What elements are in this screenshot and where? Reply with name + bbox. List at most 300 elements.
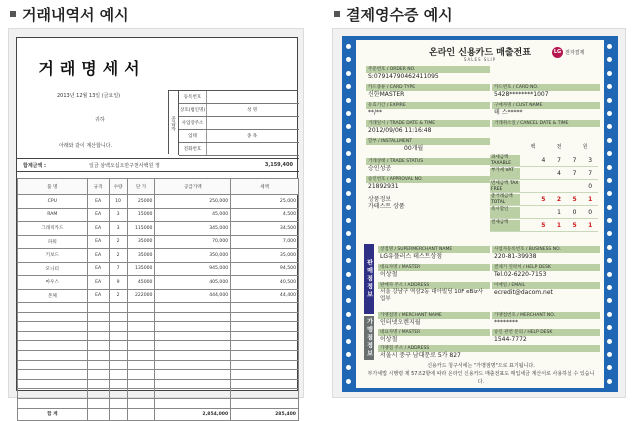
table-cell bbox=[18, 331, 88, 341]
table-cell bbox=[231, 350, 299, 360]
table-cell bbox=[109, 398, 127, 408]
perforation-hole bbox=[346, 258, 351, 263]
table-row-empty bbox=[18, 331, 299, 341]
amount-label: 과세금액 TAXABLE bbox=[490, 155, 520, 166]
supplier-box bbox=[168, 90, 298, 154]
table-cell: 합 계 bbox=[18, 408, 88, 420]
amount-digit: 1 bbox=[556, 222, 562, 229]
unit-thousand: 천 bbox=[556, 144, 562, 150]
table-row-empty bbox=[18, 360, 299, 370]
logo-text: 전자결제 bbox=[565, 50, 585, 56]
bullet-icon bbox=[334, 11, 340, 17]
perforation-hole bbox=[346, 365, 351, 370]
amount-digit bbox=[551, 181, 567, 192]
table-cell bbox=[18, 341, 88, 351]
amount-digit: 0 bbox=[572, 209, 577, 216]
table-cell bbox=[155, 379, 231, 389]
table-cell bbox=[127, 331, 155, 341]
table-cell bbox=[155, 303, 231, 313]
perforation-hole bbox=[346, 84, 351, 89]
table-cell: EA bbox=[87, 262, 109, 276]
table-cell bbox=[109, 312, 127, 322]
table-cell bbox=[231, 331, 299, 341]
pg-info-bar: 가맹점정보 bbox=[365, 318, 373, 358]
perforation-hole bbox=[607, 352, 612, 357]
table-cell bbox=[231, 370, 299, 380]
amount-digit: 5 bbox=[572, 196, 577, 203]
perforation-hole bbox=[607, 111, 612, 116]
perforation-hole bbox=[346, 379, 351, 384]
merchant-info-bar: 판매점정보 bbox=[364, 244, 374, 314]
merchant-field: 상점명 / SUPERMERCHANT NAME LG유플러스 테스트상점 bbox=[376, 246, 488, 261]
perforation-hole bbox=[346, 272, 351, 277]
table-cell: 945,000 bbox=[155, 262, 231, 276]
table-cell bbox=[231, 360, 299, 370]
table-cell bbox=[127, 303, 155, 313]
column-header: 공급가액 bbox=[155, 179, 231, 195]
slip-subtitle: SALES SLIP bbox=[463, 57, 497, 62]
merchant-field: 판매자 주소 / ADDRESS 서울 강남구 역삼2동 대아빌딩 10F eBiz사업부 bbox=[376, 282, 488, 312]
table-cell: 3 bbox=[109, 208, 127, 222]
perforation-hole bbox=[346, 245, 351, 250]
table-cell bbox=[87, 389, 109, 399]
perforation-hole bbox=[607, 365, 612, 370]
total-label: 합계금액 : bbox=[23, 162, 47, 169]
table-cell bbox=[87, 408, 109, 420]
total-words: 일금 삼백오십오만구천사백원 정 bbox=[89, 162, 160, 169]
perforation-left bbox=[346, 44, 354, 384]
supplier-side-label: 공급자 bbox=[169, 91, 179, 155]
table-cell bbox=[231, 322, 299, 332]
table-cell bbox=[87, 303, 109, 313]
table-cell bbox=[18, 360, 88, 370]
perforation-hole bbox=[346, 312, 351, 317]
table-cell bbox=[155, 312, 231, 322]
table-cell bbox=[18, 389, 88, 399]
column-header: 품 명 bbox=[18, 179, 88, 195]
perforation-hole bbox=[607, 84, 612, 89]
amount-row bbox=[490, 194, 598, 206]
table-cell bbox=[87, 312, 109, 322]
amount-digit: 7 bbox=[588, 170, 593, 177]
table-cell bbox=[87, 379, 109, 389]
field-trade-date: 거래일시 / TRADE DATE & TIME 2012/09/06 11:16:48 bbox=[364, 120, 488, 135]
amount-digit: 5 bbox=[541, 222, 546, 229]
field-product-info: 상품정보 가테스트 상품 bbox=[368, 196, 405, 210]
heading-text: 거래내역서 예시 bbox=[22, 5, 129, 24]
amount-digit bbox=[520, 194, 536, 205]
items-table bbox=[17, 178, 299, 421]
table-cell: 345,000 bbox=[155, 222, 231, 236]
table-cell bbox=[231, 341, 299, 351]
table-cell: 35000 bbox=[127, 249, 155, 263]
table-cell: 45,000 bbox=[155, 208, 231, 222]
table-cell: 2 bbox=[109, 235, 127, 249]
amount-label: 즉시할인 bbox=[490, 207, 520, 218]
table-cell bbox=[127, 350, 155, 360]
amount-label: 결제금액 bbox=[490, 220, 520, 231]
bullet-icon bbox=[10, 11, 16, 17]
heading-text: 결제영수증 예시 bbox=[346, 5, 453, 24]
table-cell: RAM bbox=[18, 208, 88, 222]
perforation-hole bbox=[607, 218, 612, 223]
field-expire: 유효기간 / EXPIRE **/** bbox=[364, 102, 488, 117]
amount-digit: 0 bbox=[588, 183, 593, 190]
table-cell bbox=[127, 408, 155, 420]
table-cell: CPU bbox=[18, 195, 88, 209]
table-cell bbox=[87, 322, 109, 332]
perforation-hole bbox=[346, 178, 351, 183]
table-row-empty bbox=[18, 322, 299, 332]
table-cell bbox=[127, 379, 155, 389]
table-cell bbox=[155, 370, 231, 380]
table-row bbox=[18, 249, 299, 263]
table-cell bbox=[231, 389, 299, 399]
perforation-hole bbox=[346, 111, 351, 116]
table-row bbox=[18, 262, 299, 276]
table-row-empty bbox=[18, 379, 299, 389]
table-cell bbox=[109, 331, 127, 341]
table-cell: EA bbox=[87, 289, 109, 303]
field-card-type: 카드종류 / CARD TYPE 신한MASTER bbox=[364, 84, 488, 99]
table-cell: 7,000 bbox=[231, 235, 299, 249]
table-cell bbox=[18, 312, 88, 322]
table-row-empty bbox=[18, 389, 299, 399]
table-cell bbox=[87, 360, 109, 370]
table-cell bbox=[18, 322, 88, 332]
perforation-hole bbox=[607, 298, 612, 303]
unit-won: 원 bbox=[582, 144, 588, 150]
table-cell bbox=[18, 379, 88, 389]
amount-row bbox=[490, 220, 598, 232]
table-cell bbox=[18, 370, 88, 380]
column-header: 세액 bbox=[231, 179, 299, 195]
amount-digit bbox=[520, 168, 536, 179]
table-cell: 25000 bbox=[127, 195, 155, 209]
table-cell: 285,400 bbox=[231, 408, 299, 420]
amount-digit bbox=[536, 168, 552, 179]
invoice-title: 거래명세서 bbox=[38, 59, 146, 78]
perforation-hole bbox=[607, 178, 612, 183]
table-cell: 40,500 bbox=[231, 276, 299, 290]
total-amount-line bbox=[17, 158, 299, 172]
payment-logo bbox=[552, 47, 584, 58]
table-cell bbox=[127, 370, 155, 380]
table-cell: 35,000 bbox=[231, 249, 299, 263]
table-cell: 34,500 bbox=[231, 222, 299, 236]
amount-digit bbox=[520, 220, 536, 231]
perforation-hole bbox=[607, 57, 612, 62]
supplier-row bbox=[179, 104, 299, 117]
amount-row bbox=[490, 155, 598, 167]
table-cell: 405,000 bbox=[155, 276, 231, 290]
amount-row bbox=[490, 181, 598, 193]
invoice-frame bbox=[8, 28, 304, 418]
table-cell bbox=[109, 370, 127, 380]
table-cell bbox=[109, 389, 127, 399]
perforation-hole bbox=[607, 231, 612, 236]
field-trade-status: 거래상태 / TRADE STATUS 승인성공 bbox=[364, 158, 488, 173]
perforation-hole bbox=[346, 352, 351, 357]
table-row-empty bbox=[18, 370, 299, 380]
table-cell bbox=[155, 331, 231, 341]
table-cell bbox=[127, 389, 155, 399]
table-cell: 135000 bbox=[127, 262, 155, 276]
table-cell bbox=[127, 322, 155, 332]
field-cust-name: 구매자명 / CUST NAME 테 스***** bbox=[490, 102, 598, 117]
perforation-hole bbox=[607, 44, 612, 49]
field-cancel-date: 거래취소일 / CANCEL DATE & TIME bbox=[490, 120, 598, 135]
invoice-sheet bbox=[16, 37, 298, 418]
table-row bbox=[18, 195, 299, 209]
supplier-row-value: 성 명 bbox=[247, 108, 258, 113]
column-header: 수량 bbox=[109, 179, 127, 195]
table-cell bbox=[109, 360, 127, 370]
supplier-row-label: 상호(법인명) bbox=[179, 104, 207, 116]
table-cell: 94,500 bbox=[231, 262, 299, 276]
perforation-hole bbox=[346, 285, 351, 290]
merchant-field: 사업자등록번호 / BUSINESS NO. 220-81-39938 bbox=[490, 246, 598, 261]
table-cell: EA bbox=[87, 276, 109, 290]
table-cell bbox=[87, 341, 109, 351]
invoice-recipient: 귀하 bbox=[95, 117, 105, 123]
table-cell: 115000 bbox=[127, 222, 155, 236]
perforation-right bbox=[607, 44, 615, 384]
table-header-row bbox=[18, 179, 299, 195]
perforation-hole bbox=[346, 325, 351, 330]
table-row bbox=[18, 208, 299, 222]
amount-digit: 1 bbox=[557, 209, 561, 216]
perforation-hole bbox=[607, 272, 612, 277]
perforation-hole bbox=[346, 138, 351, 143]
perforation-hole bbox=[346, 124, 351, 129]
merchant-field: 결제기 연락처 / HELP DESK Tel.02-6220-7153 bbox=[490, 264, 598, 279]
pg-field: 가맹점번호 / MERCHANT NO. ******** bbox=[490, 312, 598, 327]
table-cell: 그래픽카드 bbox=[18, 222, 88, 236]
field-approval-no: 승인번호 / APPROVAL NO. 21892931 bbox=[364, 176, 488, 191]
amount-digit: 4 bbox=[541, 157, 546, 164]
table-cell bbox=[127, 341, 155, 351]
footer-line: 부가세법 시행령 제 57조2항에 따라 온라인 신용카드 매출전표도 매입세금 계산서로 사용하실 수 있습니다. bbox=[367, 371, 595, 385]
table-cell bbox=[155, 360, 231, 370]
column-header: 단 가 bbox=[127, 179, 155, 195]
perforation-hole bbox=[346, 44, 351, 49]
table-cell: 모니터 bbox=[18, 262, 88, 276]
perforation-hole bbox=[346, 231, 351, 236]
table-cell: 2,854,000 bbox=[155, 408, 231, 420]
table-cell: 2 bbox=[109, 289, 127, 303]
table-cell bbox=[155, 389, 231, 399]
amount-label: 면세금액 TAX FREE bbox=[491, 181, 519, 192]
table-cell bbox=[127, 360, 155, 370]
table-cell: 15000 bbox=[127, 208, 155, 222]
table-cell bbox=[231, 379, 299, 389]
table-cell bbox=[155, 322, 231, 332]
table-cell: 45000 bbox=[127, 276, 155, 290]
perforation-hole bbox=[346, 339, 351, 344]
table-cell bbox=[127, 312, 155, 322]
pg-field: 대표자명 / MASTER 이상철 bbox=[376, 329, 488, 344]
table-cell: 키보드 bbox=[18, 249, 88, 263]
table-row bbox=[18, 276, 299, 290]
amount-digit: 7 bbox=[557, 157, 561, 164]
amount-label: 총거래금액 TOTAL bbox=[490, 194, 520, 205]
table-sum-row bbox=[18, 408, 299, 420]
table-cell bbox=[18, 350, 88, 360]
table-row-empty bbox=[18, 341, 299, 351]
field-card-no: 카드번호 / CARD NO. 5428********1007 bbox=[490, 84, 598, 99]
perforation-hole bbox=[607, 379, 612, 384]
perforation-hole bbox=[346, 71, 351, 76]
invoice-note: 아래와 같이 계산합니다. bbox=[59, 143, 113, 149]
table-row-empty bbox=[18, 312, 299, 322]
table-cell: EA bbox=[87, 235, 109, 249]
amount-digit: 1 bbox=[588, 222, 593, 229]
table-cell: 70,000 bbox=[155, 235, 231, 249]
table-cell: 10 bbox=[109, 195, 127, 209]
table-cell: 3 bbox=[109, 222, 127, 236]
amount-digit: 7 bbox=[572, 170, 577, 177]
table-row-empty bbox=[18, 398, 299, 408]
perforation-hole bbox=[607, 165, 612, 170]
amount-digit: 0 bbox=[588, 209, 593, 216]
amount-label: 부가세 VAT bbox=[490, 168, 520, 179]
amount-digit: 5 bbox=[572, 222, 577, 229]
perforation-hole bbox=[346, 57, 351, 62]
table-cell: 350,000 bbox=[155, 249, 231, 263]
amount-digit: 3 bbox=[588, 157, 593, 164]
table-cell bbox=[155, 350, 231, 360]
table-cell: 2 bbox=[109, 249, 127, 263]
amount-grid-header bbox=[520, 143, 598, 151]
supplier-row bbox=[179, 143, 299, 156]
supplier-row bbox=[179, 130, 299, 143]
amount-digit bbox=[520, 155, 536, 166]
table-cell: 마우스 bbox=[18, 276, 88, 290]
table-cell bbox=[109, 341, 127, 351]
table-cell: EA bbox=[87, 249, 109, 263]
table-cell: 4,500 bbox=[231, 208, 299, 222]
slip-title: 온라인 신용카드 매출전표 bbox=[429, 48, 531, 58]
perforation-hole bbox=[607, 138, 612, 143]
amount-digit bbox=[520, 181, 536, 192]
table-cell bbox=[127, 398, 155, 408]
perforation-hole bbox=[607, 258, 612, 263]
supplier-row bbox=[179, 91, 299, 104]
footer-line: 신용카드 청구서에는 "가맹점명"으로 표기됩니다. bbox=[427, 363, 535, 369]
perforation-hole bbox=[607, 285, 612, 290]
receipt-slip bbox=[356, 40, 604, 388]
perforation-hole bbox=[607, 339, 612, 344]
amount-digit bbox=[536, 207, 552, 218]
field-order-no: 주문번호 / ORDER NO. S:07914790462411095 bbox=[364, 66, 488, 81]
table-cell bbox=[18, 398, 88, 408]
table-cell: 222000 bbox=[127, 289, 155, 303]
table-cell: 25,000 bbox=[231, 195, 299, 209]
heading-receipt bbox=[334, 4, 453, 24]
amount-digit: 7 bbox=[572, 157, 577, 164]
pg-field: 승인 관련 문의 / HELP DESK 1544-7772 bbox=[490, 329, 598, 344]
amount-digit: 2 bbox=[556, 196, 562, 203]
table-cell: 파워 bbox=[18, 235, 88, 249]
table-row bbox=[18, 222, 299, 236]
table-cell bbox=[109, 303, 127, 313]
pg-field: 가맹점명 / MERCHANT NAME 인터넷오렌지월 bbox=[376, 312, 488, 327]
invoice-date: 2013년 12월 13일 (금요일) bbox=[57, 93, 121, 99]
amount-digit: 5 bbox=[541, 196, 546, 203]
perforation-hole bbox=[607, 245, 612, 250]
supplier-row bbox=[179, 117, 299, 130]
table-cell bbox=[109, 322, 127, 332]
perforation-hole bbox=[607, 71, 612, 76]
table-cell: 본체 bbox=[18, 289, 88, 303]
table-cell: 44,400 bbox=[231, 289, 299, 303]
perforation-hole bbox=[607, 151, 612, 156]
perforation-hole bbox=[607, 191, 612, 196]
amount-digit bbox=[567, 181, 583, 192]
perforation-hole bbox=[607, 124, 612, 129]
perforation-hole bbox=[346, 98, 351, 103]
table-cell bbox=[109, 408, 127, 420]
table-cell bbox=[109, 350, 127, 360]
perforation-hole bbox=[607, 205, 612, 210]
table-cell: 250,000 bbox=[155, 195, 231, 209]
table-cell bbox=[155, 398, 231, 408]
supplier-row-label: 사업장주소 bbox=[179, 117, 207, 129]
perforation-hole bbox=[346, 165, 351, 170]
table-row-empty bbox=[18, 350, 299, 360]
table-cell bbox=[18, 303, 88, 313]
merchant-field: 대표자명 / MASTER 이상철 bbox=[376, 264, 488, 279]
supplier-row-label: 등록번호 bbox=[179, 91, 207, 103]
unit-hundred: 백 bbox=[530, 144, 536, 150]
table-cell: EA bbox=[87, 222, 109, 236]
perforation-hole bbox=[346, 191, 351, 196]
table-cell: 35000 bbox=[127, 235, 155, 249]
perforation-hole bbox=[607, 312, 612, 317]
table-cell: 7 bbox=[109, 262, 127, 276]
perforation-hole bbox=[346, 298, 351, 303]
lg-logo-icon: LG bbox=[552, 47, 563, 58]
pg-field: 가맹점 주소 / ADDRESS 서울시 중구 남대문로 5가 827 bbox=[376, 345, 598, 360]
supplier-row-value: 종 목 bbox=[247, 134, 258, 139]
perforation-hole bbox=[346, 151, 351, 156]
amount-digit bbox=[520, 207, 536, 218]
amount-digit: 1 bbox=[588, 196, 593, 203]
table-cell: 444,000 bbox=[155, 289, 231, 303]
table-cell bbox=[87, 370, 109, 380]
field-installment: 할부 / INSTALLMENT 00개월 bbox=[364, 138, 488, 153]
table-cell bbox=[231, 398, 299, 408]
table-row-empty bbox=[18, 303, 299, 313]
supplier-row-label: 전화번호 bbox=[179, 143, 207, 155]
perforation-hole bbox=[346, 218, 351, 223]
slip-footer bbox=[366, 362, 596, 386]
perforation-hole bbox=[607, 325, 612, 330]
perforation-hole bbox=[607, 98, 612, 103]
table-cell bbox=[87, 398, 109, 408]
table-cell bbox=[155, 341, 231, 351]
table-row bbox=[18, 235, 299, 249]
table-cell: 9 bbox=[109, 276, 127, 290]
amount-row bbox=[490, 207, 598, 219]
table-cell bbox=[109, 379, 127, 389]
column-header: 규격 bbox=[87, 179, 109, 195]
table-cell bbox=[231, 312, 299, 322]
amount-row bbox=[490, 168, 598, 180]
perforation-hole bbox=[346, 205, 351, 210]
table-cell: EA bbox=[87, 195, 109, 209]
